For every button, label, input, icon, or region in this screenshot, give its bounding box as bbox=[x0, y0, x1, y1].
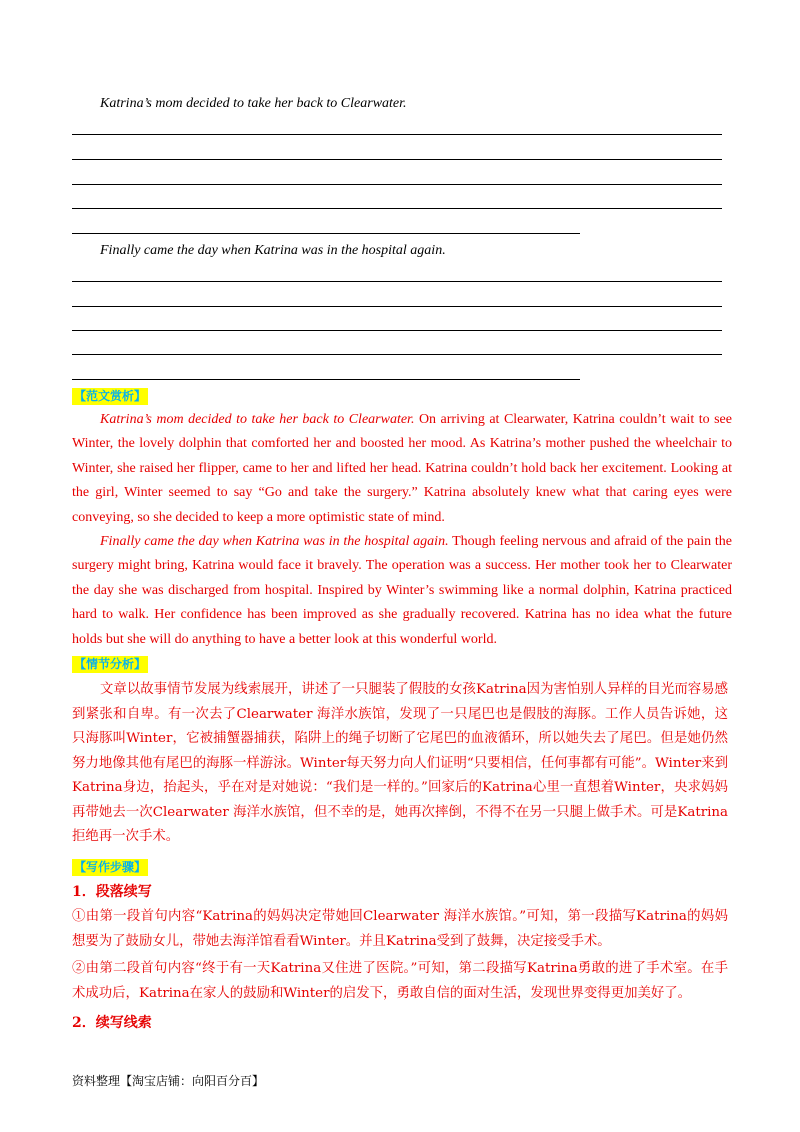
writing-line bbox=[72, 330, 722, 331]
writing-line bbox=[72, 159, 722, 160]
prompt-first: Katrina’s mom decided to take her back to Clearwater. bbox=[100, 96, 407, 111]
writing-line bbox=[72, 379, 580, 380]
essay-p2-lead: Finally came the day when Katrina was in the hospital again. bbox=[100, 534, 449, 550]
essay-p1-body: On arriving at Clearwater, Katrina couldn’t wait to see Winter, the lovely dolphin that comforted her and boosted her mood. As Katrina’s mother pushed the wheelchair to Winter, she raised her flipper, came to her and lifted her head. Katrina couldn’t hold back her excitement. Looking at the girl, Winter seemed to say “Go and take the surgery.” Katrina absolutely knew what that caring eyes were conveying, so she decided to keep a more optimistic state of mind. bbox=[72, 412, 732, 525]
writing-line bbox=[72, 354, 722, 355]
writing-line bbox=[72, 184, 722, 185]
plot-analysis-tag: 【情节分析】 bbox=[74, 657, 147, 671]
sample-essay bbox=[72, 408, 732, 652]
steps-heading-2: 2．续写线索 bbox=[72, 1015, 152, 1031]
writing-line bbox=[72, 306, 722, 307]
essay-paragraph-1 bbox=[72, 408, 732, 530]
sample-essay-tag: 【范文赏析】 bbox=[74, 389, 147, 403]
writing-line bbox=[72, 134, 722, 135]
writing-line bbox=[72, 208, 722, 209]
writing-line bbox=[72, 233, 580, 234]
steps-heading-1: 1．段落续写 bbox=[72, 884, 152, 900]
page-footer: 资料整理【淘宝店铺：向阳百分百】 bbox=[72, 1074, 265, 1088]
steps-item-1: ①由第一段首句内容“Katrina的妈妈决定带她回Clearwater 海洋水族馆。”可知，第一段描写Katrina的妈妈想要为了鼓励女儿，带她去海洋馆看看Winter。并且Katrina受到了鼓舞，决定接受手术。 bbox=[72, 909, 728, 949]
essay-paragraph-2 bbox=[72, 530, 732, 652]
writing-steps-tag: 【写作步骤】 bbox=[74, 860, 147, 874]
writing-line bbox=[72, 281, 722, 282]
prompt-second: Finally came the day when Katrina was in the hospital again. bbox=[100, 243, 446, 258]
essay-p2-body: Though feeling nervous and afraid of the pain the surgery might bring, Katrina would face it bravely. The operation was a success. Her mother took her to Clearwater the day she was discharged from hospital. Inspired by Winter’s swimming like a normal dolphin, Katrina practiced hard to walk. Her confidence has been improved as she gradually recovered. Katrina has no idea what the future holds but she will do anything to have a better look at this wonderful world. bbox=[72, 534, 732, 647]
essay-p1-lead: Katrina’s mom decided to take her back to Clearwater. bbox=[100, 412, 415, 427]
steps-item-2: ②由第二段首句内容“终于有一天Katrina又住进了医院。”可知，第二段描写Katrina勇敢的进了手术室。在手术成功后，Katrina在家人的鼓励和Winter的启发下，勇敢自信的面对生活，发现世界变得更加美好了。 bbox=[72, 961, 728, 1001]
plot-analysis-text: 文章以故事情节发展为线索展开，讲述了一只腿装了假肢的女孩Katrina因为害怕别人异样的目光而容易感到紧张和自卑。有一次去了Clearwater 海洋水族馆，发现了一只尾巴也是假肢的海豚。工作人员告诉她，这只海豚叫Winter，它被捕蟹器捕获，陷阱上的绳子切断了它尾巴的血液循环，所以她失去了尾巴。但是她仍然努力地像其他有尾巴的海豚一样游泳。Winter每天努力向人们证明“只要相信，任何事都有可能”。Winter来到Katrina身边，抬起头，乎在对是对她说：“我们是一样的。”回家后的Katrina心里一直想着Winter，央求妈妈再带她去一次Clearwater 海洋水族馆，但不幸的是，她再次摔倒，不得不在另一只腿上做手术。可是Katrina拒绝再一次手术。 bbox=[72, 682, 728, 844]
